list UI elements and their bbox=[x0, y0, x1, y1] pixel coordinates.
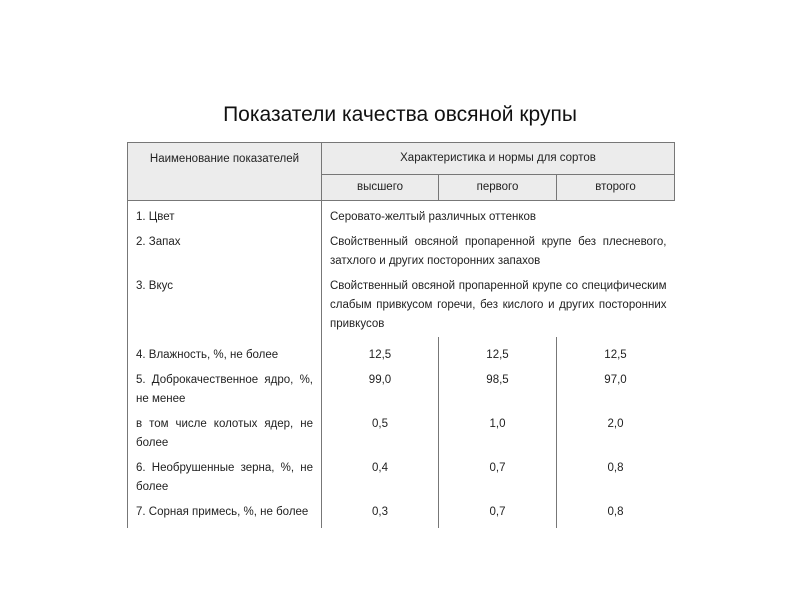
header-indicator-name: Наименование показателей bbox=[128, 143, 322, 201]
table-row bbox=[128, 500, 675, 528]
page-title: Показатели качества овсяной крупы bbox=[223, 103, 577, 126]
value-top-grade: 99,0 bbox=[322, 368, 439, 412]
value-second-grade: 97,0 bbox=[557, 368, 675, 412]
value-second-grade: 0,8 bbox=[557, 456, 675, 500]
row-name: 2. Запах bbox=[128, 230, 322, 274]
value-first-grade: 98,5 bbox=[439, 368, 557, 412]
header-grade-top: высшего bbox=[322, 175, 439, 201]
table-row bbox=[128, 201, 675, 231]
header-grades-group: Характеристика и нормы для сортов bbox=[322, 143, 675, 175]
row-name: 5. Доброкачественное ядро, %, не менее bbox=[128, 368, 322, 412]
header-grade-second: второго bbox=[557, 175, 675, 201]
value-first-grade: 1,0 bbox=[439, 412, 557, 456]
value-first-grade: 0,7 bbox=[439, 500, 557, 528]
quality-table bbox=[127, 142, 675, 528]
row-name: 3. Вкус bbox=[128, 274, 322, 337]
row-name: в том числе колотых ядер, не более bbox=[128, 412, 322, 456]
table-row bbox=[128, 368, 675, 412]
value-second-grade: 12,5 bbox=[557, 337, 675, 368]
row-name: 1. Цвет bbox=[128, 201, 322, 231]
row-name: 4. Влажность, %, не более bbox=[128, 337, 322, 368]
row-name: 7. Сорная примесь, %, не более bbox=[128, 500, 322, 528]
table-row bbox=[128, 456, 675, 500]
value-top-grade: 0,4 bbox=[322, 456, 439, 500]
table-row bbox=[128, 230, 675, 274]
value-top-grade: 0,5 bbox=[322, 412, 439, 456]
value-second-grade: 2,0 bbox=[557, 412, 675, 456]
table-row bbox=[128, 337, 675, 368]
value-top-grade: 0,3 bbox=[322, 500, 439, 528]
row-description: Свойственный овсяной пропаренной крупе со специфическим слабым привкусом горечи, без кислого и других посторонних привкусов bbox=[322, 274, 675, 337]
value-top-grade: 12,5 bbox=[322, 337, 439, 368]
row-description: Свойственный овсяной пропаренной крупе без плесневого, затхлого и других посторонних запахов bbox=[322, 230, 675, 274]
value-first-grade: 0,7 bbox=[439, 456, 557, 500]
row-description: Серовато-желтый различных оттенков bbox=[322, 201, 675, 231]
quality-table-container bbox=[127, 142, 674, 528]
value-second-grade: 0,8 bbox=[557, 500, 675, 528]
table-row bbox=[128, 412, 675, 456]
table-row bbox=[128, 274, 675, 337]
row-name: 6. Необрушенные зерна, %, не более bbox=[128, 456, 322, 500]
header-grade-first: первого bbox=[439, 175, 557, 201]
value-first-grade: 12,5 bbox=[439, 337, 557, 368]
